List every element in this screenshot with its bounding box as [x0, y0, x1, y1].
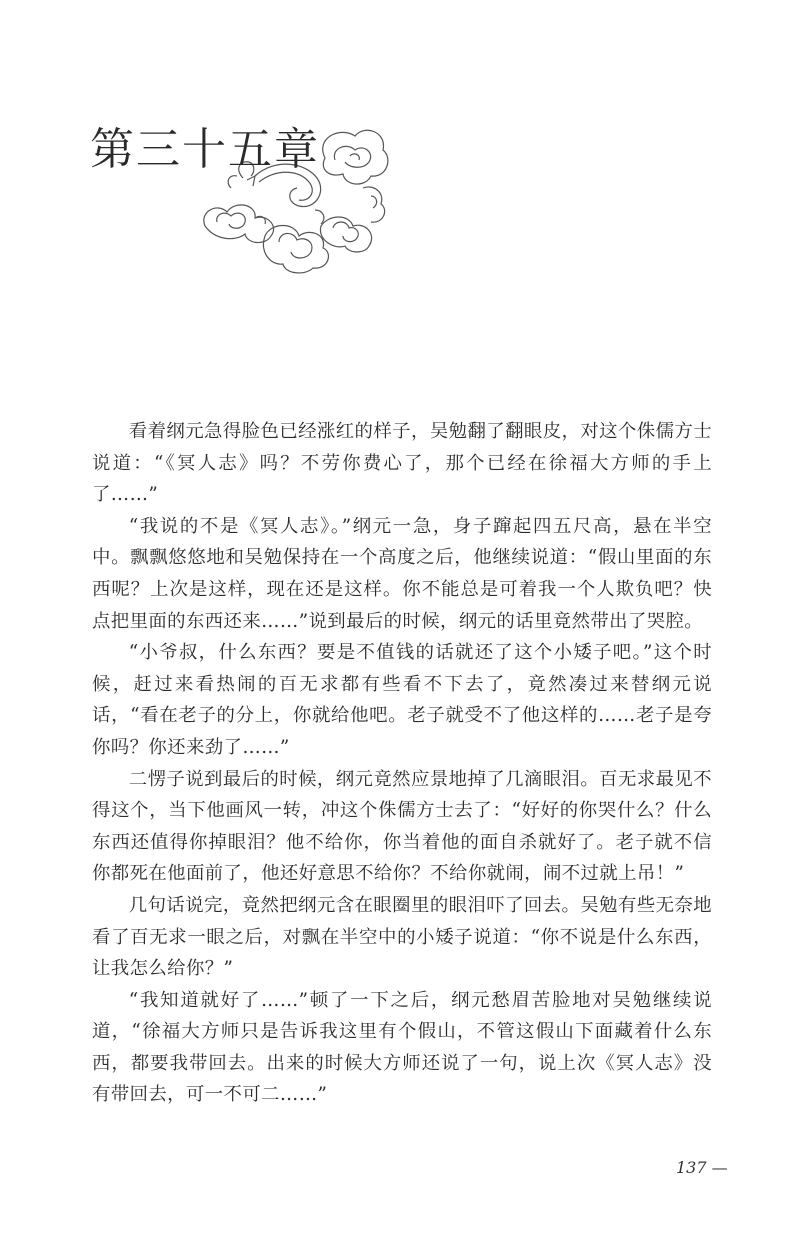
page-number-dash: — — [711, 1158, 728, 1177]
page-number — [676, 1158, 728, 1177]
page-number-value: 137 — [676, 1158, 707, 1177]
paragraph: 二愣子说到最后的时候，纲元竟然应景地掉了几滴眼泪。百无求最见不得这个，当下他画风一转，冲这个侏儒方士去了：“好好的你哭什么？什么东西还值得你掉眼泪？他不给你，你当着他的面自杀就好了。老子就不信你都死在他面前了，他还好意思不给你？不给你就闹，闹不过就上吊！” — [92, 768, 712, 885]
chapter-body — [92, 416, 712, 1111]
paragraph: 几句话说完，竟然把纲元含在眼圈里的眼泪吓了回去。吴勉有些无奈地看了百无求一眼之后，对飘在半空中的小矮子说道：“你不说是什么东西，让我怎么给你？” — [92, 894, 712, 980]
paragraph: “我知道就好了……”顿了一下之后，纲元愁眉苦脸地对吴勉继续说道，“徐福大方师只是告诉我这里有个假山，不管这假山下面藏着什么东西，都要我带回去。出来的时候大方师还说了一句，说上次《冥人志》没有带回去，可一不可二……” — [92, 989, 712, 1106]
paragraph: “小爷叔，什么东西？要是不值钱的话就还了这个小矮子吧。”这个时候，赶过来看热闹的百无求都有些看不下去了，竟然凑过来替纲元说话，“看在老子的分上，你就给他吧。老子就受不了他这样的……老子是夸你吗？你还来劲了……” — [92, 642, 712, 758]
chapter-title: 第三十五章 — [90, 124, 320, 175]
paragraph: “我说的不是《冥人志》。”纲元一急，身子蹿起四五尺高，悬在半空中。飘飘悠悠地和吴勉保持在一个高度之后，他继续说道：“假山里面的东西呢？上次是这样，现在还是这样。你不能总是可着我一个人欺负吧？快点把里面的东西还来……”说到最后的时候，纲元的话里竟然带出了哭腔。 — [92, 515, 712, 632]
chapter-header — [0, 0, 800, 300]
paragraph: 看着纲元急得脸色已经涨红的样子，吴勉翻了翻眼皮，对这个侏儒方士说道：“《冥人志》吗？不劳你费心了，那个已经在徐福大方师的手上了……” — [92, 421, 712, 506]
